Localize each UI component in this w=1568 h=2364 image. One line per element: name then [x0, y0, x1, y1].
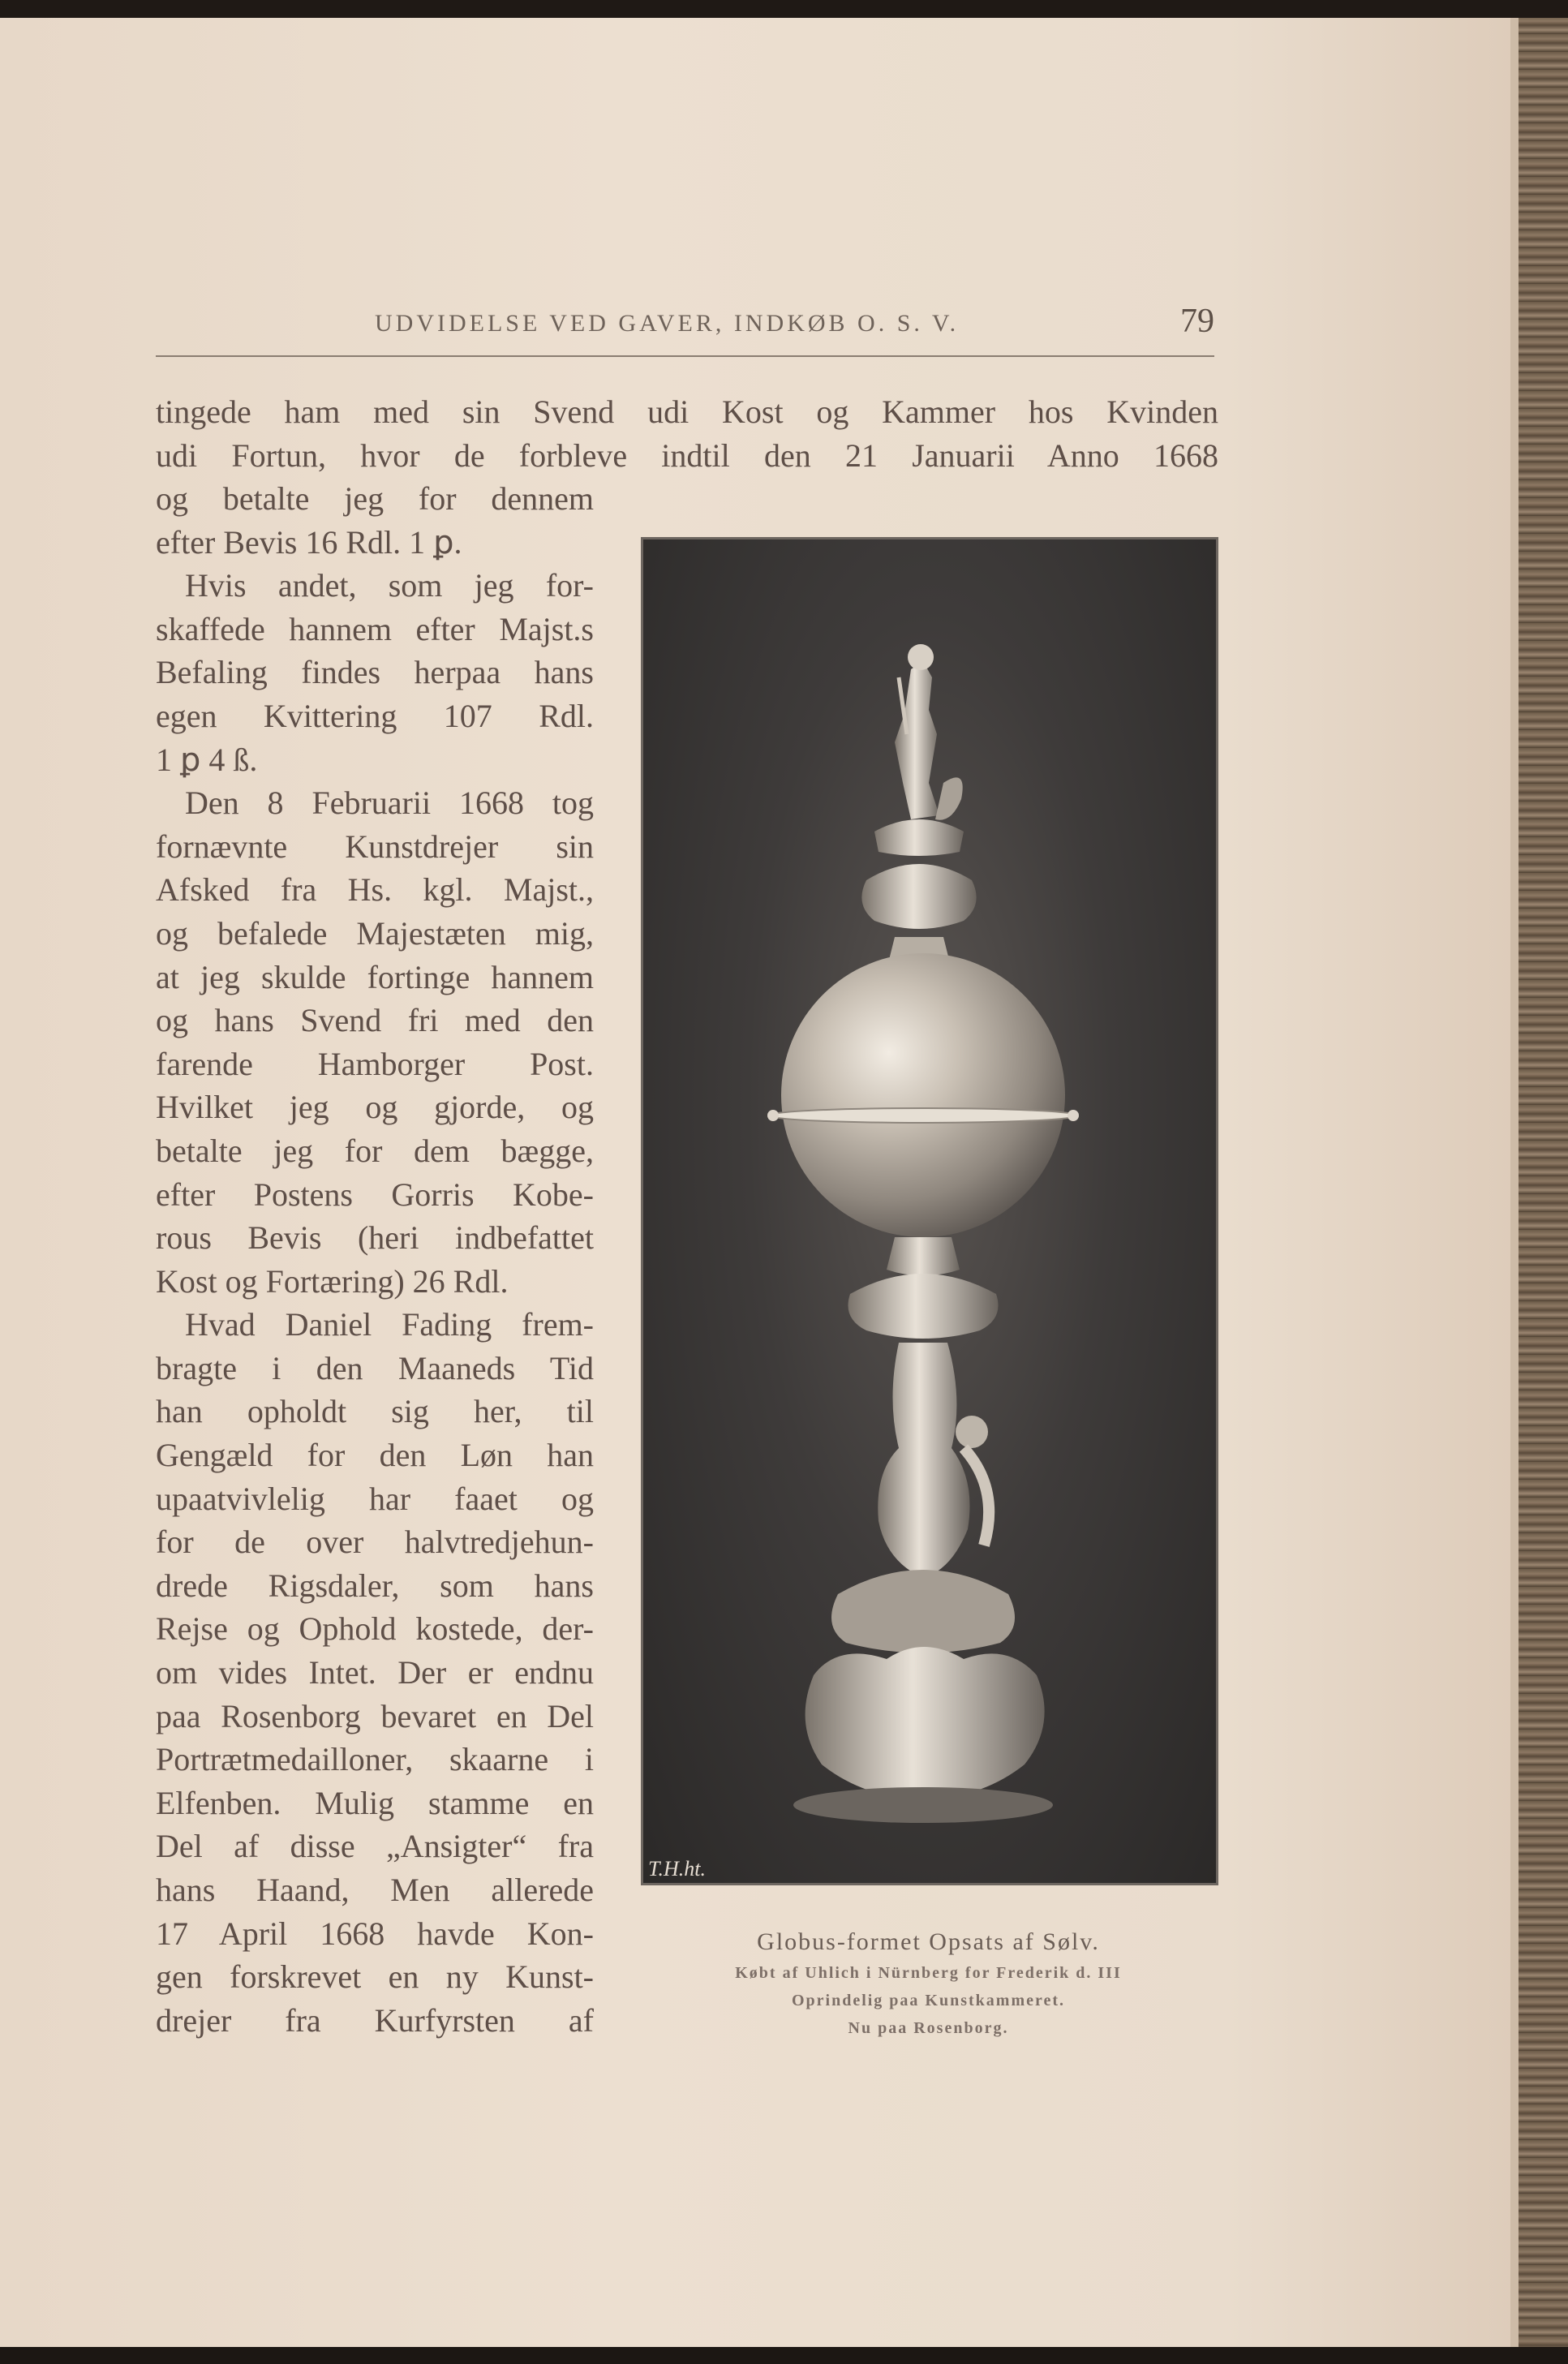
text-line: tingede ham med sin Svend udi Kost og Kammer hos Kvinden	[156, 393, 1218, 430]
figure-caption	[626, 1928, 1231, 2042]
text-line: hans Haand, Men allerede	[156, 1872, 594, 1908]
text-line: udi Fortun, hvor de forbleve indtil den 21 Januarii Anno 1668	[156, 436, 1218, 474]
engraver-mark: T.H.ht.	[648, 1857, 707, 1880]
text-line: Elfenben. Mulig stamme en	[156, 1784, 594, 1821]
text-line: fornævnte Kunstdrejer sin	[156, 827, 594, 865]
text-line: gen forskrevet en ny Kunst-	[156, 1958, 594, 1996]
book-fore-edge	[1519, 16, 1568, 2348]
text-line: efter Postens Gorris Kobe-	[156, 1176, 594, 1213]
caption-line: Købt af Uhlich i Nürnberg for Frederik d. III	[735, 1964, 1122, 1982]
page-header	[156, 303, 1214, 357]
caption-line: Oprindelig paa Kunstkammeret.	[791, 1992, 1066, 2009]
text-line: at jeg skulde fortinge hannem	[156, 958, 594, 995]
text-line: Rejse og Ophold kostede, der-	[156, 1610, 594, 1648]
photo-plate	[641, 537, 1218, 1885]
caption-line: Nu paa Rosenborg.	[848, 2019, 1009, 2037]
text-line: drede Rigsdaler, som hans	[156, 1567, 594, 1604]
text-line: Del af disse „Ansigter“ fra	[156, 1828, 594, 1865]
text-line: rous Bevis (heri indbefattet	[156, 1219, 594, 1257]
caption-title: Globus-formet Opsats af Sølv.	[757, 1928, 1100, 1955]
text-line: 17 April 1668 havde Kon-	[156, 1915, 594, 1952]
text-line: bragte i den Maaneds Tid	[156, 1349, 594, 1386]
text-line: paa Rosenborg bevaret en Del	[156, 1697, 594, 1734]
text-line: Kost og Fortæring) 26 Rdl.	[156, 1262, 509, 1300]
scan-top-border	[0, 0, 1568, 18]
text-line: Afsked fra Hs. kgl. Majst.,	[156, 871, 594, 909]
text-line: farende Hamborger Post.	[156, 1045, 594, 1082]
text-line: Hvad Daniel Fading frem-	[185, 1306, 594, 1343]
text-line: Den 8 Februarii 1668 tog	[185, 784, 594, 822]
text-line: egen Kvittering 107 Rdl.	[156, 697, 594, 734]
body-text-full-width	[156, 390, 1218, 477]
silver-globe-centerpiece-illustration	[643, 539, 1216, 1883]
scan-bottom-border	[0, 2347, 1568, 2364]
page-number: 79	[1180, 303, 1214, 340]
text-line: for de over halvtredjehun-	[156, 1524, 594, 1561]
text-line: skaffede hannem efter Majst.s	[156, 610, 594, 647]
text-line: upaatvivlelig har faaet og	[156, 1480, 594, 1517]
running-head: UDVIDELSE VED GAVER, INDKØB O. S. V.	[375, 310, 960, 337]
text-line: Hvis andet, som jeg for-	[185, 567, 594, 604]
text-line: og betalte jeg for dennem	[156, 480, 594, 517]
text-line: Gengæld for den Løn han	[156, 1437, 594, 1474]
text-line: efter Bevis 16 Rdl. 1 ꝑ.	[156, 523, 462, 561]
text-line: Portrætmedailloner, skaarne i	[156, 1741, 594, 1778]
text-line: drejer fra Kurfyrsten af	[156, 2001, 594, 2039]
text-line: om vides Intet. Der er endnu	[156, 1654, 594, 1691]
body-text-column	[156, 477, 594, 2042]
text-line: betalte jeg for dem bægge,	[156, 1132, 594, 1169]
text-line: Hvilket jeg og gjorde, og	[156, 1089, 594, 1126]
text-line: han opholdt sig her, til	[156, 1393, 594, 1430]
text-line: og befalede Majestæten mig,	[156, 914, 594, 952]
text-line: og hans Svend fri med den	[156, 1002, 594, 1039]
text-line: 1 ꝑ 4 ß.	[156, 741, 258, 778]
text-line: Befaling findes herpaa hans	[156, 654, 594, 691]
